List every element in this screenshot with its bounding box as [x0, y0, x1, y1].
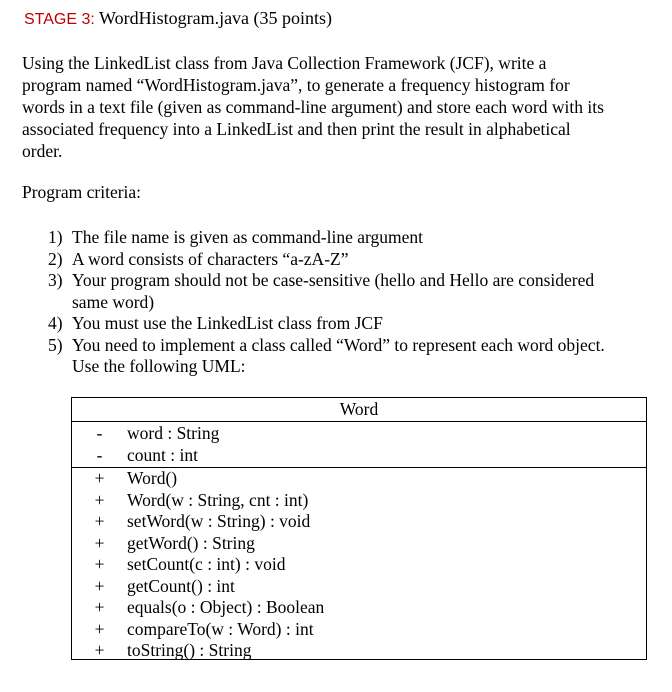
uml-method: getCount() : int — [127, 575, 235, 596]
stage-label: STAGE 3: — [24, 11, 95, 28]
visibility-marker: + — [94, 554, 105, 574]
list-number: 1) — [48, 227, 63, 247]
list-item — [48, 249, 658, 271]
visibility-marker: - — [96, 423, 103, 443]
uml-method: equals(o : Object) : Boolean — [127, 597, 325, 617]
list-number: 4) — [48, 313, 63, 333]
stage-title: WordHistogram.java (35 points) — [99, 8, 333, 28]
list-text — [72, 335, 605, 378]
list-number: 2) — [48, 248, 63, 269]
intro-line: associated frequency into a LinkedList and then print the result in alphabetical — [22, 119, 571, 139]
list-number: 3) — [48, 270, 63, 290]
uml-method-row — [72, 533, 646, 555]
uml-method-row — [72, 511, 646, 533]
list-line: The file name is given as command-line argument — [72, 227, 424, 247]
visibility-marker: + — [94, 468, 105, 488]
uml-methods — [72, 468, 646, 662]
uml-method: compareTo(w : Word) : int — [127, 618, 314, 639]
list-line: You must use the LinkedList class from JCF — [72, 313, 383, 333]
list-text — [72, 270, 594, 313]
list-text — [72, 313, 383, 335]
list-line: Use the following UML: — [72, 356, 246, 376]
list-item — [48, 335, 658, 378]
uml-attributes — [72, 422, 646, 468]
uml-class-diagram — [71, 397, 647, 660]
uml-class-name: Word — [72, 398, 646, 422]
intro-line: Using the LinkedList class from Java Collection Framework (JCF), write a — [22, 53, 547, 73]
list-item — [48, 313, 658, 335]
visibility-marker: + — [94, 532, 105, 553]
visibility-marker: + — [94, 618, 105, 639]
uml-method-row — [72, 619, 646, 641]
list-line: Your program should not be case-sensitive (hello and Hello are considered — [72, 270, 595, 290]
list-item — [48, 227, 658, 249]
list-text — [72, 227, 423, 249]
uml-method-row — [72, 468, 646, 490]
visibility-marker: + — [94, 511, 105, 531]
uml-attribute: word : String — [127, 423, 220, 443]
uml-method-row — [72, 576, 646, 598]
intro-line: words in a text file (given as command-line argument) and store each word with its — [22, 97, 604, 117]
visibility-marker: + — [94, 575, 105, 596]
intro-line: program named “WordHistogram.java”, to generate a frequency histogram for — [22, 75, 570, 95]
intro-line: order. — [22, 141, 63, 161]
uml-method-row — [72, 554, 646, 576]
list-text — [72, 249, 348, 271]
intro-paragraph — [22, 52, 650, 162]
uml-method-row — [72, 597, 646, 619]
visibility-marker: + — [94, 597, 105, 617]
uml-method: Word(w : String, cnt : int) — [127, 489, 309, 510]
uml-method: getWord() : String — [127, 532, 255, 553]
visibility-marker: - — [96, 444, 103, 465]
uml-attribute: count : int — [127, 444, 198, 465]
uml-method: setCount(c : int) : void — [127, 554, 286, 574]
uml-method-row — [72, 490, 646, 512]
uml-method: setWord(w : String) : void — [127, 511, 311, 531]
uml-method-row — [72, 640, 646, 662]
uml-method: toString() : String — [127, 640, 252, 660]
visibility-marker: + — [94, 640, 105, 660]
list-number: 5) — [48, 334, 63, 355]
criteria-list — [48, 227, 658, 378]
list-item — [48, 270, 658, 313]
visibility-marker: + — [94, 489, 105, 510]
uml-attribute-row — [72, 445, 646, 467]
list-line: same word) — [72, 291, 155, 312]
uml-attribute-row — [72, 423, 646, 445]
list-line: You need to implement a class called “Word” to represent each word object. — [72, 334, 605, 355]
uml-method: Word() — [127, 468, 178, 488]
stage-heading — [24, 8, 332, 29]
list-line: A word consists of characters “a-zA-Z” — [72, 248, 349, 269]
criteria-label: Program criteria: — [22, 182, 142, 202]
